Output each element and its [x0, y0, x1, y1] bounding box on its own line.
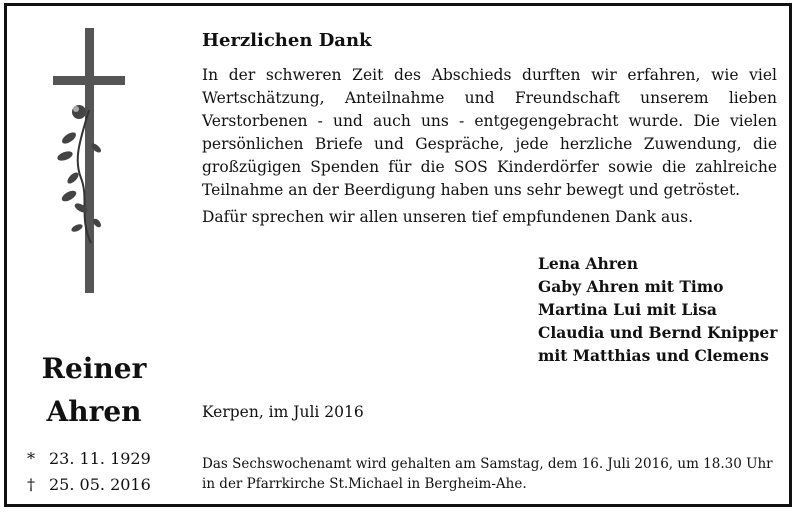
body-text: In der schweren Zeit des Abschieds durften wir erfahren, wie viel Wertschätzung, Anteilnahme und Freundschaft unserem lieben Verstorbenen - und auch uns - entgegengebracht wurde. Die vielen persönlichen Briefe und Gespräche, jede herzliche Zuwendung, die großzügigen Spenden für die SOS Kinderdörfer sowie die zahlreiche Teilnahme an der Beerdigung haben uns sehr bewegt und getröstet.: [202, 66, 777, 199]
signer: Lena Ahren: [538, 254, 639, 273]
place-date: Kerpen, im Juli 2016: [202, 403, 364, 421]
signer: Claudia und Bernd Knipper: [538, 323, 778, 342]
death-symbol: †: [27, 475, 35, 494]
left-column: [7, 6, 177, 504]
signer: mit Matthias und Clemens: [538, 346, 769, 365]
death-date: 25. 05. 2016: [49, 475, 151, 494]
deceased-first-name: Reiner: [41, 352, 147, 385]
notice-line: in der Pfarrkirche St.Michael in Bergheim-Ahe.: [202, 476, 527, 492]
signers-list: [538, 252, 777, 367]
signer: Gaby Ahren mit Timo: [538, 277, 724, 296]
right-column: [202, 6, 782, 504]
heading: Herzlichen Dank: [202, 30, 372, 51]
deceased-last-name: Ahren: [46, 395, 142, 428]
thanks-line: Dafür sprechen wir allen unseren tief empfundenen Dank aus.: [202, 208, 694, 226]
cross-with-rose-icon: [51, 28, 131, 293]
notice-line: Das Sechswochenamt wird gehalten am Samstag, dem 16. Juli 2016, um 18.30 Uhr: [202, 456, 773, 472]
death-row: [27, 472, 151, 498]
birth-row: [27, 446, 151, 472]
life-dates: [27, 446, 151, 498]
birth-symbol: *: [27, 449, 35, 468]
signer: Martina Lui mit Lisa: [538, 300, 717, 319]
mass-notice: [202, 454, 782, 494]
obituary-frame: [4, 3, 792, 507]
birth-date: 23. 11. 1929: [49, 449, 151, 468]
